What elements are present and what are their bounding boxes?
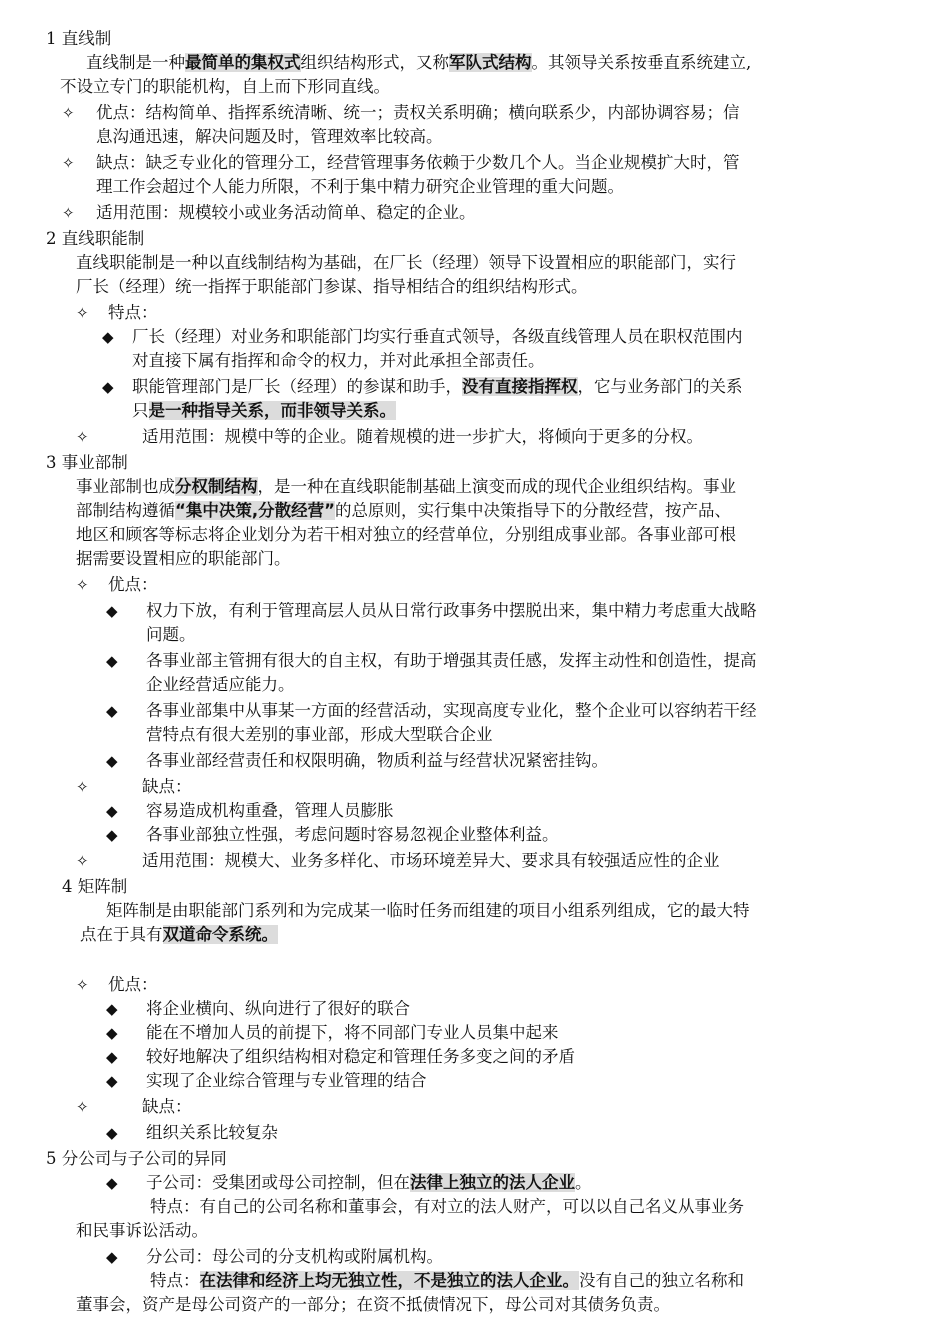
s3-adv-2-line-1: 各事业部主管拥有很大的自主权，有助于增强其责任感，发挥主动性和创造性，提高 xyxy=(146,651,757,670)
solid-diamond-icon: ◆ xyxy=(106,826,118,844)
open-diamond-icon: ✧ xyxy=(76,304,89,322)
s5-branch: 分公司：母公司的分支机构或附属机构。 xyxy=(146,1247,443,1266)
s1-disadvantages-line-2: 理工作会超过个人能力所限，不利于集中精力研究企业管理的重大问题。 xyxy=(96,177,624,196)
open-diamond-icon: ✧ xyxy=(76,1098,89,1116)
open-diamond-icon: ✧ xyxy=(62,154,75,172)
solid-diamond-icon: ◆ xyxy=(102,328,114,346)
s3-adv-1-line-2: 问题。 xyxy=(146,625,196,644)
s1-disadvantages-line-1: 缺点：缺乏专业化的管理分工，经营管理事务依赖于少数几个人。当企业规模扩大时，管 xyxy=(96,153,740,172)
solid-diamond-icon: ◆ xyxy=(106,1000,118,1018)
solid-diamond-icon: ◆ xyxy=(106,1048,118,1066)
s3-adv-4: 各事业部经营责任和权限明确，物质利益与经营状况紧密挂钩。 xyxy=(146,751,608,770)
section-5-heading: 5 分公司与子公司的异同 xyxy=(46,1149,227,1168)
s3-adv-3-line-2: 营特点有很大差别的事业部，形成大型联合企业 xyxy=(146,725,493,744)
highlight-no-command: 没有直接指挥权 xyxy=(462,377,578,396)
section-3-intro-line-1: 事业部制也成分权制结构，是一种在直线职能制基础上演变而成的现代企业组织结构。事业 xyxy=(76,477,736,496)
s2-feature-2-line-1: 职能管理部门是厂长（经理）的参谋和助手，没有直接指挥权，它与业务部门的关系 xyxy=(132,377,743,396)
s1-advantages-line-1: 优点：结构简单、指挥系统清晰、统一；责权关系明确；横向联系少，内部协调容易；信 xyxy=(96,103,740,122)
solid-diamond-icon: ◆ xyxy=(106,702,118,720)
open-diamond-icon: ✧ xyxy=(76,976,89,994)
s5-branch-feature-line-2: 董事会，资产是母公司资产的一部分；在资不抵债情况下，母公司对其债务负责。 xyxy=(76,1295,670,1314)
highlight-centralized: 最简单的集权式 xyxy=(185,53,301,72)
highlight-guidance: 是一种指导关系，而非领导关系。 xyxy=(148,401,396,420)
section-1-heading: 1 直线制 xyxy=(46,29,112,48)
s4-adv-3: 较好地解决了组织结构相对稳定和管理任务多变之间的矛盾 xyxy=(146,1047,575,1066)
s3-scope: 适用范围：规模大、业务多样化、市场环境差异大、要求具有较强适应性的企业 xyxy=(142,851,720,870)
solid-diamond-icon: ◆ xyxy=(102,378,114,396)
s5-branch-feature-line-1: 特点：在法律和经济上均无独立性，不是独立的法人企业。没有自己的独立名称和 xyxy=(150,1271,744,1290)
s1-scope: 适用范围：规模较小或业务活动简单、稳定的企业。 xyxy=(96,203,476,222)
s2-feature-1-line-1: 厂长（经理）对业务和职能部门均实行垂直式领导，各级直线管理人员在职权范围内 xyxy=(132,327,743,346)
solid-diamond-icon: ◆ xyxy=(106,602,118,620)
section-3-intro-line-3: 地区和顾客等标志将企业划分为若干相对独立的经营单位，分别组成事业部。各事业部可根 xyxy=(76,525,736,544)
solid-diamond-icon: ◆ xyxy=(106,1072,118,1090)
s2-scope: 适用范围：规模中等的企业。随着规模的进一步扩大，将倾向于更多的分权。 xyxy=(142,427,703,446)
s3-adv-1-line-1: 权力下放，有利于管理高层人员从日常行政事务中摆脱出来，集中精力考虑重大战略 xyxy=(146,601,757,620)
s2-feature-2-line-2: 只是一种指导关系，而非领导关系。 xyxy=(132,401,396,420)
open-diamond-icon: ✧ xyxy=(76,428,89,446)
highlight-decentralized: 分权制结构 xyxy=(175,477,258,496)
section-3-intro-line-4: 据需要设置相应的职能部门。 xyxy=(76,549,291,568)
section-3-intro-line-2: 部制结构遵循“集中决策,分散经营”的总原则，实行集中决策指导下的分散经营，按产品、 xyxy=(76,501,731,520)
highlight-no-independence: 在法律和经济上均无独立性，不是独立的法人企业。 xyxy=(199,1271,579,1290)
section-1-intro-line-2: 不设立专门的职能机构，自上而下形同直线。 xyxy=(60,77,390,96)
solid-diamond-icon: ◆ xyxy=(106,1248,118,1266)
open-diamond-icon: ✧ xyxy=(62,104,75,122)
s3-dis-1: 容易造成机构重叠，管理人员膨胀 xyxy=(146,801,394,820)
highlight-dual-command: 双道命令系统。 xyxy=(162,925,278,944)
section-4-intro-line-2: 点在于具有双道命令系统。 xyxy=(80,925,278,944)
open-diamond-icon: ✧ xyxy=(62,204,75,222)
open-diamond-icon: ✧ xyxy=(76,778,89,796)
s5-subsidiary-feature-line-2: 和民事诉讼活动。 xyxy=(76,1221,208,1240)
solid-diamond-icon: ◆ xyxy=(106,1124,118,1142)
section-3-heading: 3 事业部制 xyxy=(46,453,128,472)
section-1-intro-line-1: 直线制是一种最简单的集权式组织结构形式，又称军队式结构。其领导关系按垂直系统建立, xyxy=(86,53,752,72)
section-2-intro-line-2: 厂长（经理）统一指挥于职能部门参谋、指导相结合的组织结构形式。 xyxy=(76,277,588,296)
s4-adv-2: 能在不增加人员的前提下，将不同部门专业人员集中起来 xyxy=(146,1023,559,1042)
s3-dis-2: 各事业部独立性强，考虑问题时容易忽视企业整体利益。 xyxy=(146,825,559,844)
open-diamond-icon: ✧ xyxy=(76,852,89,870)
highlight-military: 军队式结构 xyxy=(449,53,532,72)
solid-diamond-icon: ◆ xyxy=(106,1174,118,1192)
s1-advantages-line-2: 息沟通迅速，解决问题及时，管理效率比较高。 xyxy=(96,127,443,146)
s4-advantages-label: 优点： xyxy=(108,975,158,994)
section-2-heading: 2 直线职能制 xyxy=(46,229,145,248)
s2-features-label: 特点： xyxy=(108,303,158,322)
s4-adv-1: 将企业横向、纵向进行了很好的联合 xyxy=(146,999,410,1018)
solid-diamond-icon: ◆ xyxy=(106,802,118,820)
s4-adv-4: 实现了企业综合管理与专业管理的结合 xyxy=(146,1071,427,1090)
section-2-intro-line-1: 直线职能制是一种以直线制结构为基础，在厂长（经理）领导下设置相应的职能部门，实行 xyxy=(76,253,736,272)
s3-adv-2-line-2: 企业经营适应能力。 xyxy=(146,675,295,694)
section-4-heading: 4 矩阵制 xyxy=(62,877,128,896)
s3-advantages-label: 优点： xyxy=(108,575,158,594)
section-4-intro-line-1: 矩阵制是由职能部门系列和为完成某一临时任务而组建的项目小组系列组成，它的最大特 xyxy=(106,901,750,920)
s4-disadvantages-label: 缺点： xyxy=(142,1097,192,1116)
highlight-principle: “集中决策,分散经营” xyxy=(175,501,335,520)
s3-adv-3-line-1: 各事业部集中从事某一方面的经营活动，实现高度专业化，整个企业可以容纳若干经 xyxy=(146,701,757,720)
s5-subsidiary: 子公司：受集团或母公司控制，但在法律上独立的法人企业。 xyxy=(146,1173,592,1192)
s3-disadvantages-label: 缺点： xyxy=(142,777,192,796)
highlight-legal-entity: 法律上独立的法人企业 xyxy=(410,1173,575,1192)
solid-diamond-icon: ◆ xyxy=(106,652,118,670)
solid-diamond-icon: ◆ xyxy=(106,752,118,770)
solid-diamond-icon: ◆ xyxy=(106,1024,118,1042)
s2-feature-1-line-2: 对直接下属有指挥和命令的权力，并对此承担全部责任。 xyxy=(132,351,545,370)
open-diamond-icon: ✧ xyxy=(76,576,89,594)
s5-subsidiary-feature-line-1: 特点：有自己的公司名称和董事会，有对立的法人财产，可以以自己名义从事业务 xyxy=(150,1197,744,1216)
s4-dis-1: 组织关系比较复杂 xyxy=(146,1123,278,1142)
